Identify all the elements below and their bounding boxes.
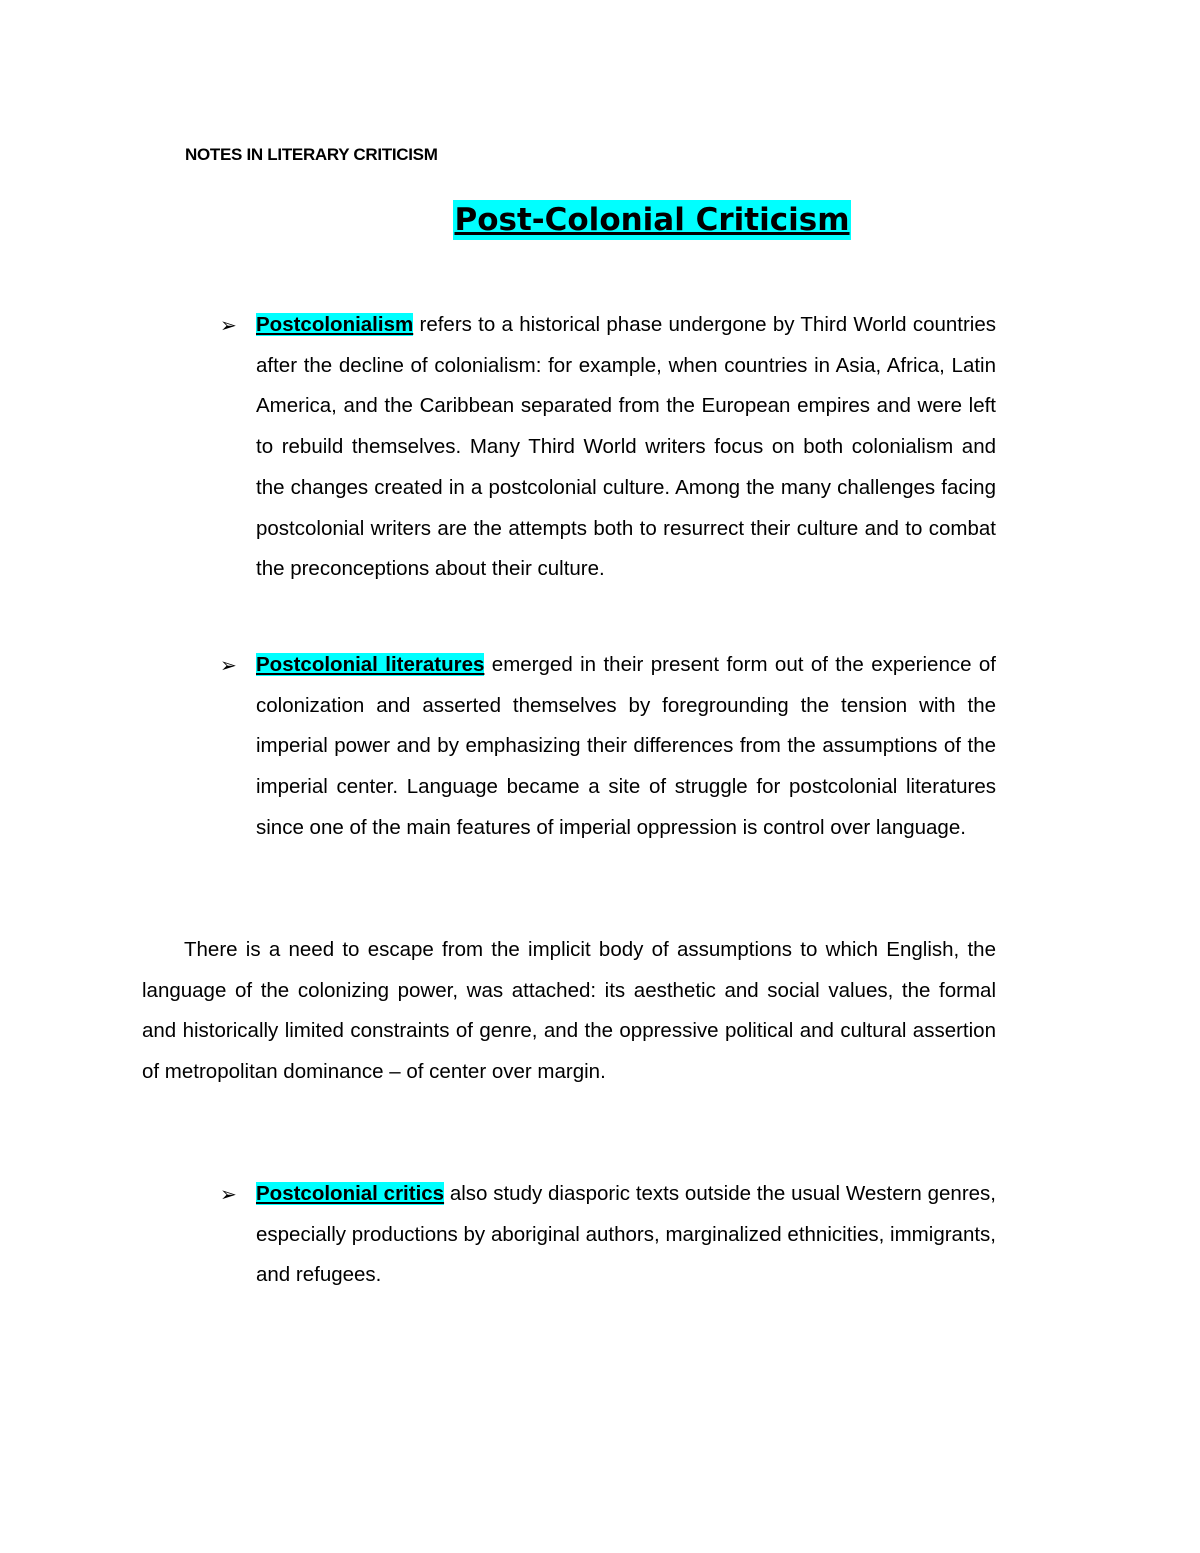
bullet-text <box>256 1174 996 1296</box>
document-title: Post-Colonial Criticism <box>454 202 850 238</box>
arrow-bullet-icon: ➢ <box>220 313 237 337</box>
title-container <box>0 200 1200 240</box>
arrow-bullet-icon: ➢ <box>220 653 237 677</box>
document-header: NOTES IN LITERARY CRITICISM <box>185 145 438 164</box>
body-paragraph: There is a need to escape from the implicit body of assumptions to which English, the language of the colonizing power, was attached: its aesthetic and social values, the formal and historically limited constraints of genre, and the oppressive political and cultural assertion of metropolitan dominance – of center over margin. <box>142 938 996 1084</box>
bullet-text <box>256 645 996 849</box>
bullet-body: emerged in their present form out of the experience of colonization and asserted themselves by foregrounding the tension with the imperial power and by emphasizing their differences from the assumptions of the imperial center. Language became a site of struggle for postcolonial literatures since one of the main features of imperial oppression is control over language. <box>256 653 996 839</box>
bullet-body: also study diasporic texts outside the usual Western genres, especially productions by aboriginal authors, marginalized ethnicities, immigrants, and refugees. <box>256 1182 996 1287</box>
bullet-term: Postcolonialism <box>256 313 414 336</box>
bullet-item <box>220 645 996 849</box>
bullet-text <box>256 305 996 590</box>
arrow-bullet-icon: ➢ <box>220 1182 237 1206</box>
bullet-item <box>220 1174 996 1296</box>
bullet-item <box>220 305 996 590</box>
bullet-term: Postcolonial critics <box>256 1182 445 1205</box>
bullet-body: refers to a historical phase undergone by Third World countries after the decline of colonialism: for example, when countries in Asia, Africa, Latin America, and the Caribbean separated from the European empires and were left to rebuild themselves. Many Third World writers focus on both colonialism and the changes created in a postcolonial culture. Among the many challenges facing postcolonial writers are the attempts both to resurrect their culture and to combat the preconceptions about their culture. <box>256 313 996 581</box>
bullet-term: Postcolonial literatures <box>256 653 485 676</box>
